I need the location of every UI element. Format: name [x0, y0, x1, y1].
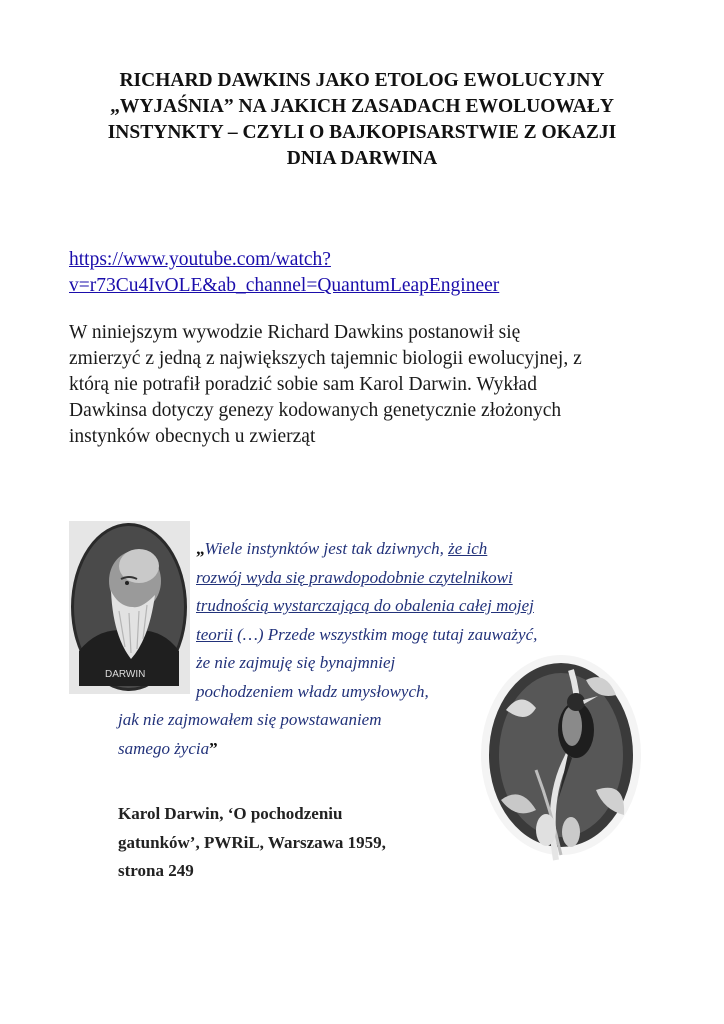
citation-line: Karol Darwin, ‘O pochodzeniu [118, 804, 343, 823]
title-line: INSTYNKTY – CZYLI O BAJKOPISARSTWIE Z OKAZJI [107, 122, 617, 143]
link-line[interactable]: https://www.youtube.com/watch? [69, 249, 331, 270]
paragraph-line: zmierzyć z jedną z największych tajemnic biologii ewolucyjnej, z [69, 348, 582, 369]
quote-text: Wiele instynktów jest tak dziwnych, [204, 539, 449, 558]
quote-text: rozwój wyda się prawdopodobnie czytelnikowi [196, 567, 513, 587]
quote-text: pochodzeniem władz umysłowych, [196, 681, 429, 701]
citation-line: gatunków’, PWRiL, Warszawa 1959, [118, 832, 386, 852]
quote-text: samego życia [118, 738, 210, 758]
intro-paragraph [69, 320, 669, 450]
quote-text: jak nie zajmowałem się powstawaniem [118, 710, 382, 729]
citation [118, 800, 478, 886]
title-line: RICHARD DAWKINS JAKO ETOLOG EWOLUCYJNY [119, 70, 605, 91]
title-line: „WYJAŚNIA” NA JAKICH ZASADACH EWOLUOWAŁY [110, 96, 614, 117]
paragraph-line: W niniejszym wywodzie Richard Dawkins postanowił się [69, 322, 521, 343]
quote-text: trudnością wystarczającą do obalenia całej mojej [196, 596, 534, 615]
quote-text: teorii [196, 624, 233, 644]
portrait-caption: DARWIN [105, 669, 146, 680]
citation-line: strona 249 [118, 861, 194, 880]
link-line[interactable]: v=r73Cu4IvOLE&ab_channel=QuantumLeapEngineer [69, 275, 500, 296]
quote-text: że nie zajmuję się bynajmniej [196, 653, 396, 672]
paragraph-line: Dawkinsa dotyczy genezy kodowanych genetycznie złożonych [69, 400, 562, 421]
paragraph-line: którą nie potrafił poradzić sobie sam Karol Darwin. Wykład [69, 374, 537, 395]
quote-text: (…) Przede wszystkim mogę tutaj zauważyć, [232, 624, 538, 644]
quote-text: że ich [448, 539, 488, 558]
darwin-portrait-image [69, 521, 190, 694]
document-title [60, 68, 664, 172]
youtube-link[interactable] [69, 247, 669, 299]
bird-illustration [476, 650, 646, 865]
title-line: DNIA DARWINA [286, 148, 438, 169]
paragraph-line: instynków obecnych u zwierząt [69, 426, 316, 447]
quote-open-mark: „ [196, 539, 205, 558]
quote-close-mark: ” [209, 738, 218, 758]
